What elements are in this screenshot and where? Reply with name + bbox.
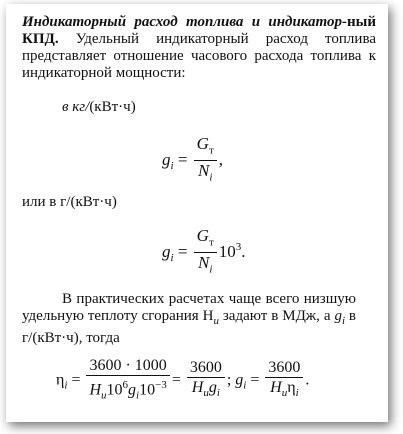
formula3-frac1-den-d-sup: −3	[155, 379, 167, 391]
p2-text-a: В практических расчетах чаще всего низшую удельную теплоту сгорания H	[22, 291, 356, 324]
formula3-frac1-den-b-sup: 6	[122, 379, 129, 391]
document-page	[6, 4, 388, 422]
p2-g-sub: i	[341, 315, 345, 327]
p2-g: g	[334, 308, 342, 324]
heading-bold: ный КПД.	[22, 14, 376, 47]
formula3-fraction3	[265, 358, 303, 403]
formula3-fraction1	[86, 356, 169, 406]
formula3-frac1-den-b: 10	[106, 381, 123, 399]
units-kg-line	[62, 99, 136, 116]
formula3-frac1-den-a-sub: u	[101, 389, 107, 402]
intro-paragraph	[22, 14, 376, 82]
practical-paragraph	[22, 291, 356, 347]
p2-hu-sub: u	[213, 315, 219, 327]
formula-eta-i: $\eta_i$ = $\frac{3600 \cdot 1000}{H_u10^6g_i10^{-3}}$ = $\frac{3600}{H_ug_i}$ ; $g_i$ = $\frac{3600}{H_u\eta_i}$ .	[56, 356, 309, 406]
formula3-frac2-den-b: g	[208, 379, 217, 397]
formula3-tail: .	[305, 371, 310, 389]
formula3-frac3-den-a: H	[270, 379, 282, 397]
formula1-fraction	[194, 134, 217, 188]
formula2-factor: 10	[218, 241, 236, 261]
formula3-frac3-den-b-sub: i	[295, 387, 299, 400]
formula3-frac2-den-b-sub: i	[216, 387, 220, 400]
formula3-frac3-den-a-sub: u	[281, 387, 288, 400]
formula3-frac1-den-d: 10	[139, 381, 156, 399]
formula2-den: N	[198, 253, 210, 273]
formula2-tail: .	[241, 241, 246, 261]
formula2-den-sub: i	[209, 263, 213, 276]
heading-bold-italic: Индикаторный расход топлива и индикатор-	[22, 14, 347, 30]
p2-text-c: в г/(кВт·ч), тогда	[22, 308, 357, 346]
formula3-frac3-num: 3600	[265, 358, 303, 378]
formula2-num: G	[196, 226, 209, 245]
formula3-fraction2	[187, 358, 225, 403]
formula1-num-sub: т	[208, 144, 214, 157]
formula3-frac1-den-a: H	[89, 381, 102, 399]
formula1-den: N	[198, 161, 210, 181]
intro-text: Удельный индикаторный расход топлива представляет отношение часового расхода топлива к индикаторной мощности:	[22, 31, 376, 81]
formula3-frac1-num: 3600 · 1000	[86, 356, 169, 376]
formula1-lhs: g	[162, 149, 171, 169]
formula-gi-kg: $g_i$ = $\frac{G_т}{N_i}$ ,	[162, 134, 223, 188]
formula2-lhs-sub: i	[170, 252, 174, 265]
formula-gi-g: $g_i$ = $\frac{G_т}{N_i}$ $10^3$.	[162, 226, 246, 280]
p2-text-b: задают в МДж, а	[218, 308, 335, 324]
formula2-fraction	[194, 226, 217, 280]
formula2-num-sub: т	[208, 236, 214, 249]
formula3-frac1-den-c: g	[128, 381, 137, 399]
formula1-den-sub: i	[209, 171, 213, 184]
units-unit: (кВт·ч)	[89, 99, 136, 115]
formula1-tail: ,	[218, 149, 223, 169]
formula2-factor-sup: 3	[235, 241, 242, 254]
formula3-eta: η	[56, 371, 65, 389]
formula3-frac2-num: 3600	[187, 358, 225, 378]
formula3-frac3-den-b: η	[287, 379, 296, 397]
formula2-lhs: g	[162, 241, 171, 261]
formula3-g-sub: i	[243, 379, 247, 392]
formula3-sep: ;	[226, 371, 232, 389]
formula3-frac1-den-c-sub: i	[136, 389, 140, 402]
or-units-line: или в г/(кВт·ч)	[22, 194, 117, 210]
formula3-eta-sub: i	[64, 379, 68, 392]
formula3-frac2-den-a: H	[191, 379, 204, 397]
formula1-lhs-sub: i	[170, 160, 174, 173]
formula3-g: g	[235, 371, 244, 389]
formula1-num: G	[196, 134, 209, 153]
formula3-frac2-den-a-sub: u	[203, 387, 209, 400]
units-prefix: в кг/	[62, 99, 90, 115]
